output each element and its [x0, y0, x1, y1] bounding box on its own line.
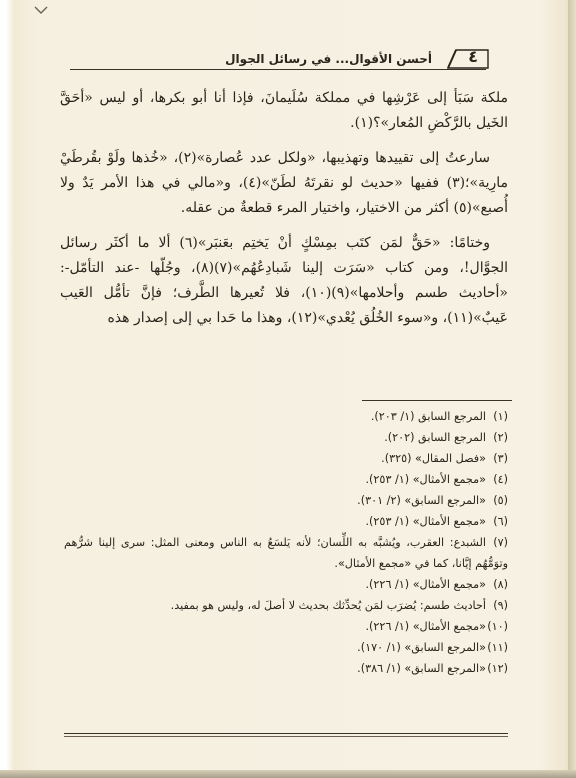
page-number: ٤: [468, 47, 478, 66]
footnote-number: (١١): [487, 641, 508, 654]
footnote-separator: [362, 400, 512, 401]
header-rule: [70, 69, 486, 70]
footnote-number: (٦): [493, 515, 508, 528]
bottom-rule-secondary: [64, 736, 508, 737]
footnote-number: (٢): [493, 431, 508, 444]
footnote-text: «مجمع الأمثال» (١/ ٢٢٦).: [365, 578, 486, 591]
footnote-text: أحاديث طسم: يُضرَب لمَن يُحدِّثك بحديث لا أصلَ له، وليس هو بمفيد.: [170, 599, 486, 612]
footnote-number: (١): [493, 410, 508, 423]
footnote-number: (٥): [493, 494, 508, 507]
footnote: [64, 490, 508, 511]
footnote: [64, 469, 508, 490]
footnote-text: «المرجع السابق» (١/ ٣٨٦).: [357, 662, 486, 675]
footnote: [64, 595, 508, 616]
footnote: [64, 532, 508, 574]
footnote-number: (٨): [493, 578, 508, 591]
paragraph: وختامًا: «حَقٌّ لمَن كتَب بمِسْكٍ أنْ يَختِم بعَنبَر»(٦) ألا ما أكثَر رسائل الجوَّال!، ومن كتاب «سَرَت إلينا شَبادِعُهُم»(٧)(٨)، وجُلّها -عند التأمّل-: «أحاديث طسم وأحلامها»(٩)(١٠)، فلا تُعيرها الطَّرف؛ فإنَّ تأمُّل العَيب عَيبٌ»(١١)، و«سوء الخُلُق يُعْدي»(١٢)، وهذا ما حَدا بي إلى إصدار هذه: [60, 235, 509, 326]
footnote-text: «مجمع الأمثال» (١/ ٢٥٣).: [365, 473, 486, 486]
page-number-ornament: [446, 46, 492, 70]
footnote: [64, 637, 508, 658]
footnote-number: (١٠): [487, 620, 508, 633]
footnote-text: «مجمع الأمثال» (١/ ٢٢٦).: [365, 620, 486, 633]
main-text: [60, 86, 508, 341]
corner-mark-icon: [34, 6, 48, 14]
page-header: [70, 44, 486, 74]
footnote: [64, 406, 508, 427]
footnote: [64, 616, 508, 637]
footnote-text: الشبدع: العقرب، ويُشبَّه به اللِّسان؛ لأنه يَلسَعُ به الناس ومعنى المثل: سرى إلينا شرُّهم وتوَمُّهُم إيَّانا، كما في «مجمع الأمثال».: [64, 536, 508, 570]
footnote-text: «فصل المقال» (٣٢٥).: [381, 452, 486, 465]
page-edge-shadow: [568, 0, 576, 778]
footnote: [64, 511, 508, 532]
footnote-number: (٧): [493, 536, 508, 549]
footnote-text: المرجع السابق (٢٠٢).: [384, 431, 486, 444]
footnote-number: (١٢): [487, 662, 508, 675]
paragraph: ملكة سَبَأ إلى عَرْشِها في مملكة سُلَيمانَ، فإذا أنا أبو بكرها، أو ليس «أحَقَّ الخَيل بالرَّكْضِ المُعار»؟(١).: [60, 90, 508, 131]
paragraph: سارعتُ إلى تقييدها وتهذيبها، «ولكل عدد عُصارة»(٢)، «خُذها ولَوْ بقُرطَيْ مارِية»؛(٣) ففيها «حديث لو نقرتَهُ لطَنّ»(٤)، و«مالي في هذا الأمر يَدٌ ولا أُصبع»(٥) أكثر من الاختيار، واختيار المرء قطعةٌ من عقله.: [60, 150, 508, 216]
footnote: [64, 658, 508, 679]
footnote-text: «المرجع السابق» (١/ ١٧٠).: [357, 641, 486, 654]
footnote-text: «مجمع الأمثال» (١/ ٢٥٣).: [365, 515, 486, 528]
footnotes: [64, 406, 508, 679]
bottom-rule: [64, 733, 508, 734]
running-title: أحسن الأقوال... في رسائل الجوال: [225, 52, 432, 66]
footnote: [64, 448, 508, 469]
footnote-text: المرجع السابق (١/ ٢٠٣).: [370, 410, 486, 423]
footnote-number: (٤): [493, 473, 508, 486]
footnote-text: «المرجع السابق» (٢/ ٣٠١).: [357, 494, 486, 507]
footnote: [64, 427, 508, 448]
page-bottom-shadow: [0, 770, 576, 778]
footnote-number: (٩): [493, 599, 508, 612]
footnote-number: (٣): [493, 452, 508, 465]
footnote: [64, 574, 508, 595]
